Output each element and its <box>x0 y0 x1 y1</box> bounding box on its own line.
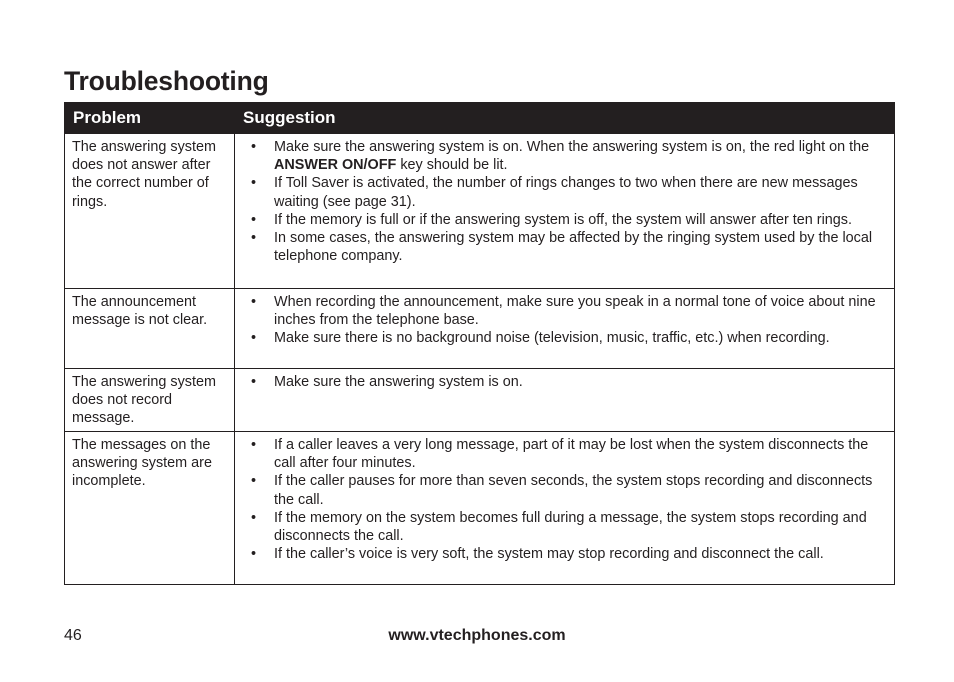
list-item: • If Toll Saver is activated, the number of rings changes to two when there are new messages waiting (see page 31). <box>235 174 887 210</box>
table-row <box>65 369 895 432</box>
problem-cell: The answering system does not record message. <box>65 369 235 432</box>
problem-cell: The messages on the answering system are incomplete. <box>65 432 235 585</box>
list-item: • If the memory is full or if the answering system is off, the system will answer after ten rings. <box>235 211 887 229</box>
page-number: 46 <box>64 627 82 644</box>
list-item: • In some cases, the answering system may be affected by the ringing system used by the local telephone company. <box>235 229 887 265</box>
list-item: • Make sure there is no background noise (television, music, traffic, etc.) when recording. <box>235 329 887 347</box>
list-item: • If a caller leaves a very long message, part of it may be lost when the system disconnects the call after four minutes. <box>235 436 887 472</box>
table-row <box>65 289 895 369</box>
suggestion-list <box>235 138 887 265</box>
list-item: • If the memory on the system becomes full during a message, the system stops recording and disconnects the call. <box>235 509 887 545</box>
problem-column-header: Problem <box>65 103 235 134</box>
table-header-row <box>65 103 895 134</box>
troubleshooting-table <box>64 102 895 585</box>
suggestion-cell <box>235 432 895 585</box>
list-item: • If the caller’s voice is very soft, the system may stop recording and disconnect the call. <box>235 545 887 563</box>
table-row <box>65 134 895 289</box>
suggestion-cell <box>235 289 895 369</box>
table-row <box>65 432 895 585</box>
problem-cell: The answering system does not answer after the correct number of rings. <box>65 134 235 289</box>
list-item: • Make sure the answering system is on. When the answering system is on, the red light on the ANSWER ON/OFF key should be lit. <box>235 138 887 174</box>
suggestion-list <box>235 293 887 348</box>
suggestion-cell <box>235 369 895 432</box>
list-item: • If the caller pauses for more than seven seconds, the system stops recording and disconnects the call. <box>235 472 887 508</box>
list-item: • When recording the announcement, make sure you speak in a normal tone of voice about nine inches from the telephone base. <box>235 293 887 329</box>
suggestion-list <box>235 436 887 563</box>
footer-url: www.vtechphones.com <box>388 627 566 644</box>
suggestion-column-header: Suggestion <box>235 103 895 134</box>
suggestion-list <box>235 373 887 391</box>
answer-on-off-key-label: ANSWER ON/OFF <box>274 157 397 174</box>
suggestion-cell <box>235 134 895 289</box>
problem-cell: The announcement message is not clear. <box>65 289 235 369</box>
list-item: • Make sure the answering system is on. <box>235 373 887 391</box>
page-title: Troubleshooting <box>64 66 269 96</box>
